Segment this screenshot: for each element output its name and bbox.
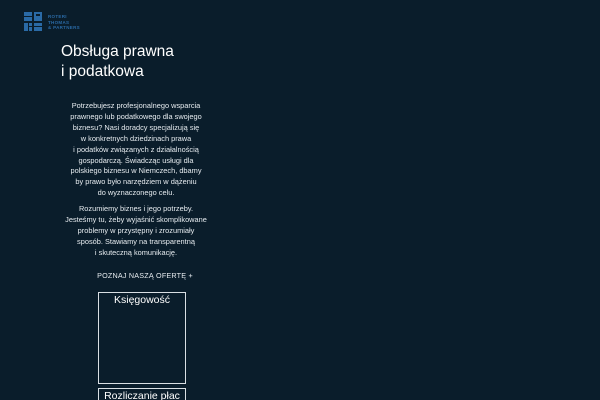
service-card-accounting[interactable] [98, 292, 186, 384]
intro-paragraph-1 [0, 101, 272, 199]
service-card-label: Rozliczanie płac [104, 390, 180, 400]
intro-line: polskiego biznesu w Niemczech, dbamy [70, 166, 202, 176]
logo-line-2: THOMAS [48, 19, 70, 25]
logo-line-1: ROTERI [48, 14, 67, 19]
intro-paragraph-2 [0, 204, 272, 259]
see-offer-link[interactable]: POZNAJ NASZĄ OFERTĘ + [97, 271, 193, 280]
intro-line: sposób. Stawiamy na transparentną [77, 236, 195, 246]
intro-line: biznesu? Nasi doradcy specjalizują się [72, 122, 200, 132]
flag-logo-icon [24, 12, 44, 32]
intro-line: Jesteśmy tu, żeby wyjaśnić skomplikowane [65, 214, 207, 224]
intro-line: i skuteczną komunikację. [94, 247, 178, 257]
logo-wordmark [48, 14, 80, 31]
intro-line: w konkretnych dziedzinach prawa [80, 133, 192, 143]
service-card-label: Księgowość [113, 294, 171, 306]
page-title-line-1: Obsługa prawna [61, 43, 174, 60]
intro-line: Rozumiemy biznes i jego potrzeby. [78, 204, 194, 213]
page-title [61, 42, 174, 82]
intro-line: prawnego lub podatkowego dla swojego [70, 111, 202, 121]
intro-line: by prawo było narzędziem w dążeniu [75, 177, 197, 187]
page-title-line-2: i podatkowa [61, 63, 144, 80]
service-card-payroll[interactable] [98, 388, 186, 400]
intro-line: i podatków związanych z działalnością [73, 144, 199, 154]
intro-line: problemy w przystępny i zrozumiały [77, 225, 195, 235]
intro-line: do wyznaczonego celu. [97, 188, 175, 198]
intro-line: Potrzebujesz profesjonalnego wsparcia [71, 101, 201, 110]
intro-line: gospodarczą. Świadcząc usługi dla [78, 155, 194, 165]
logo-line-3: & PARTNERS [48, 25, 80, 30]
company-logo[interactable] [24, 12, 80, 32]
